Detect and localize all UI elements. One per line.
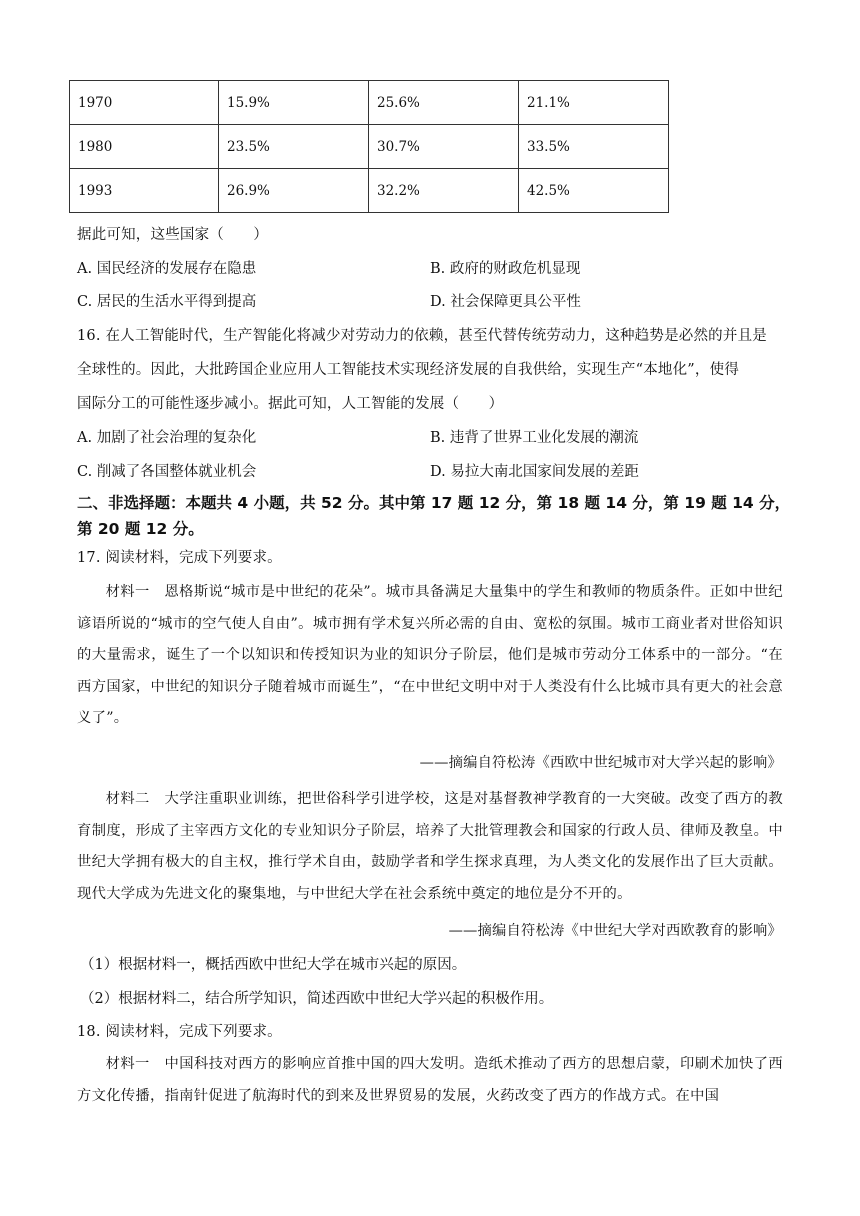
q16-option-a: A. 加剧了社会治理的复杂化 (77, 430, 257, 446)
table-cell: 33.5% (519, 125, 669, 169)
table-row (70, 169, 669, 213)
q15-option-d: D. 社会保障更具公平性 (430, 294, 581, 310)
q16-option-d: D. 易拉大南北国家间发展的差距 (430, 464, 639, 480)
table-row (70, 81, 669, 125)
section-heading-line-2: 第 20 题 12 分。 (77, 520, 204, 538)
section-heading-line-1: 二、非选择题：本题共 4 小题，共 52 分。其中第 17 题 12 分，第 18 题 14 分，第 19 题 14 分， (77, 494, 791, 512)
table-cell: 1993 (70, 169, 219, 213)
table-cell: 30.7% (369, 125, 519, 169)
q17-source-2: ——摘编自符松涛《中世纪大学对西欧教育的影响》 (448, 923, 782, 939)
table-cell: 26.9% (219, 169, 369, 213)
table-cell: 21.1% (519, 81, 669, 125)
table-cell: 25.6% (369, 81, 519, 125)
q17-material-2: 材料二 大学注重职业训练，把世俗科学引进学校，这是对基督教神学教育的一大突破。改变了西方的教育制度，形成了主宰西方文化的专业知识分子阶层，培养了大批管理教会和国家的行政人员、律师及教皇。中世纪大学拥有极大的自主权，推行学术自由，鼓励学者和学生探求真理，为人类文化的发展作出了巨大贡献。现代大学成为先进文化的聚集地，与中世纪大学在社会系统中奠定的地位是分不开的。 (77, 791, 783, 902)
q17-material-1: 材料一 恩格斯说“城市是中世纪的花朵”。城市具备满足大量集中的学生和教师的物质条件。正如中世纪谚语所说的“城市的空气使人自由”。城市拥有学术复兴所必需的自由、宽松的氛围。城市工商业者对世俗知识的大量需求，诞生了一个以知识和传授知识为业的知识分子阶层，他们是城市劳动分工体系中的一部分。“在西方国家，中世纪的知识分子随着城市而诞生”，“在中世纪文明中对于人类没有什么比城市具有更大的社会意义了”。 (77, 584, 783, 726)
q18-stem: 18. 阅读材料，完成下列要求。 (77, 1024, 282, 1040)
table-cell: 1970 (70, 81, 219, 125)
q15-option-c: C. 居民的生活水平得到提高 (77, 294, 257, 310)
data-table (69, 80, 669, 213)
q16-stem-line-1: 16. 在人工智能时代，生产智能化将减少对劳动力的依赖，甚至代替传统劳动力，这种趋势是必然的并且是 (77, 328, 767, 344)
table-cell: 32.2% (369, 169, 519, 213)
table-cell: 23.5% (219, 125, 369, 169)
q15-option-b: B. 政府的财政危机显现 (430, 261, 581, 277)
q15-option-a: A. 国民经济的发展存在隐患 (77, 261, 257, 277)
q18-material-1: 材料一 中国科技对西方的影响应首推中国的四大发明。造纸术推动了西方的思想启蒙，印刷术加快了西方文化传播，指南针促进了航海时代的到来及世界贸易的发展，火药改变了西方的作战方式。在中国 (77, 1056, 783, 1104)
q17-stem: 17. 阅读材料，完成下列要求。 (77, 550, 282, 566)
table-cell: 15.9% (219, 81, 369, 125)
q17-requirement-2: （2）根据材料二，结合所学知识，简述西欧中世纪大学兴起的积极作用。 (80, 991, 554, 1007)
q16-option-c: C. 削减了各国整体就业机会 (77, 464, 257, 480)
q16-option-b: B. 违背了世界工业化发展的潮流 (430, 430, 639, 446)
table-cell: 42.5% (519, 169, 669, 213)
q16-stem-line-3: 国际分工的可能性逐步减小。据此可知，人工智能的发展（ ） (77, 396, 504, 412)
table-cell: 1980 (70, 125, 219, 169)
q15-stem: 据此可知，这些国家（ ） (77, 227, 269, 243)
q17-source-1: ——摘编自符松涛《西欧中世纪城市对大学兴起的影响》 (419, 755, 782, 771)
q16-stem-line-2: 全球性的。因此，大批跨国企业应用人工智能技术实现经济发展的自我供给，实现生产“本地化”，使得 (77, 362, 740, 378)
table-row (70, 125, 669, 169)
q17-requirement-1: （1）根据材料一，概括西欧中世纪大学在城市兴起的原因。 (80, 957, 467, 973)
